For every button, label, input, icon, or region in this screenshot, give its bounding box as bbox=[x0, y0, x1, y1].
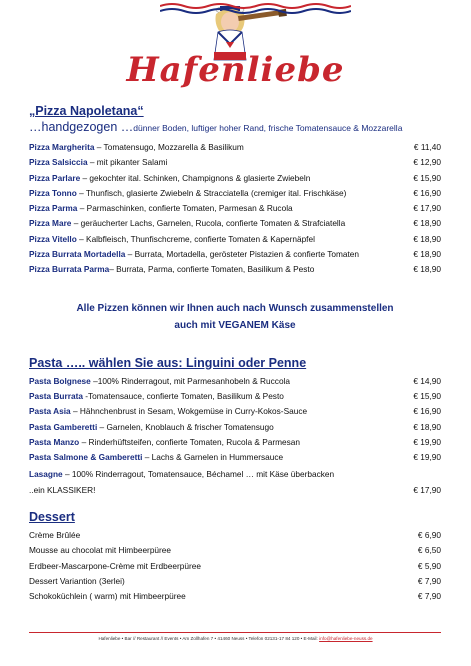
dessert-price: € 6,90 bbox=[417, 530, 441, 541]
pizza-list bbox=[29, 142, 441, 280]
pizza-price: € 18,90 bbox=[413, 233, 441, 244]
pasta-item bbox=[29, 422, 441, 437]
dessert-desc: Schokoküchlein ( warm) mit Himbeerpüree bbox=[29, 591, 186, 602]
pizza-desc: – Burrata, Mortadella, gerösteter Pistazien & confierte Tomaten bbox=[125, 249, 360, 260]
pasta-item bbox=[29, 376, 441, 391]
lasagne-price: € 17,90 bbox=[413, 484, 441, 495]
dessert-item bbox=[29, 576, 441, 591]
wave-decoration bbox=[160, 2, 351, 14]
pasta-price: € 15,90 bbox=[413, 390, 441, 401]
pasta-item bbox=[29, 391, 441, 406]
pizza-desc: – Parmaschinken, confierte Tomaten, Parmesan & Rucola bbox=[77, 203, 293, 214]
dessert-price: € 7,90 bbox=[417, 575, 441, 586]
pasta-item bbox=[29, 437, 441, 452]
pizza-section-title: „Pizza Napoletana“ bbox=[29, 104, 144, 118]
pasta-name: Pasta Bolgnese bbox=[29, 375, 91, 386]
pizza-price: € 12,90 bbox=[413, 157, 441, 168]
pasta-name: Pasta Manzo bbox=[29, 436, 80, 447]
lasagne-desc: – 100% Rinderragout, Tomatensauce, Béchamel … mit Käse überbacken bbox=[62, 469, 335, 480]
pasta-name: Pasta Gamberetti bbox=[29, 421, 98, 432]
dessert-desc: Dessert Variantion (3erlei) bbox=[29, 575, 125, 586]
custom-pizza-notice bbox=[29, 300, 441, 334]
pizza-desc: – mit pikanter Salami bbox=[87, 157, 168, 168]
pizza-desc: – geräucherter Lachs, Garnelen, Rucola, confierte Tomaten & Strafciatella bbox=[71, 218, 346, 229]
pizza-desc: – Burrata, Parma, confierte Tomaten, Basilikum & Pesto bbox=[109, 264, 315, 275]
pasta-desc: –100% Rinderragout, mit Parmesanhobeln & Ruccola bbox=[90, 375, 291, 386]
pizza-price: € 16,90 bbox=[413, 187, 441, 198]
footer bbox=[0, 636, 471, 641]
footer-email-link[interactable]: info@hafenliebe-neuss.de bbox=[319, 636, 373, 641]
pizza-item bbox=[29, 203, 441, 218]
pizza-item bbox=[29, 249, 441, 264]
pasta-name: Pasta Burrata bbox=[29, 390, 83, 401]
menu-content bbox=[29, 104, 441, 607]
lasagne-item bbox=[29, 467, 441, 498]
pizza-item bbox=[29, 157, 441, 172]
dessert-section-title: Dessert bbox=[29, 510, 75, 525]
lasagne-line-2 bbox=[29, 483, 441, 498]
dessert-price: € 7,90 bbox=[417, 591, 441, 602]
pasta-price: € 19,90 bbox=[413, 436, 441, 447]
pizza-desc: – Tomatensugo, Mozzarella & Basilikum bbox=[94, 142, 244, 152]
lasagne-name: Lasagne bbox=[29, 469, 63, 480]
pasta-price: € 16,90 bbox=[413, 406, 441, 417]
pizza-name: Pizza Parlare bbox=[29, 172, 81, 183]
pizza-price: € 17,90 bbox=[413, 203, 441, 214]
pasta-desc: – Lachs & Garnelen in Hummersauce bbox=[142, 452, 284, 463]
dessert-item bbox=[29, 591, 441, 606]
dessert-item bbox=[29, 530, 441, 545]
pizza-name: Pizza Parma bbox=[29, 203, 78, 214]
pasta-section-title: Pasta ….. wählen Sie aus: Linguini oder Penne bbox=[29, 355, 307, 370]
notice-line-2: auch mit VEGANEM Käse bbox=[174, 319, 296, 331]
dessert-desc: Erdbeer-Mascarpone-Crème mit Erdbeerpüree bbox=[29, 560, 202, 571]
lasagne-line-1 bbox=[29, 467, 441, 482]
pizza-price: € 18,90 bbox=[413, 264, 441, 275]
pizza-item bbox=[29, 218, 441, 233]
pasta-list bbox=[29, 376, 441, 498]
logo-wordmark: Hafenliebe bbox=[126, 50, 345, 90]
footer-address: Hafenliebe • Bar // Restaurant // Events • Am Zollhafen 7 • 41460 Neuss • Telefon 02131-17 84 120 • E-Mail: bbox=[98, 636, 320, 641]
dessert-desc: Mousse au chocolat mit Himbeerpüree bbox=[29, 545, 172, 556]
pizza-name: Pizza Burrata Parma bbox=[29, 264, 110, 275]
dessert-price: € 6,50 bbox=[417, 545, 441, 556]
dessert-desc: Crème Brûlée bbox=[29, 530, 81, 541]
pizza-subtitle-lead: …handgezogen … bbox=[29, 120, 134, 134]
notice-line-1: Alle Pizzen können wir Ihnen auch nach Wunsch zusammenstellen bbox=[76, 302, 394, 314]
pasta-desc: – Garnelen, Knoblauch & frischer Tomatensugo bbox=[97, 421, 274, 432]
pasta-desc: – Hähnchenbrust in Sesam, Wokgemüse in Curry-Kokos-Sauce bbox=[70, 406, 308, 417]
logo bbox=[0, 0, 471, 96]
pasta-price: € 14,90 bbox=[413, 375, 441, 386]
pizza-item bbox=[29, 173, 441, 188]
dessert-item bbox=[29, 545, 441, 560]
pizza-price: € 18,90 bbox=[413, 249, 441, 260]
pasta-price: € 18,90 bbox=[413, 421, 441, 432]
pasta-item bbox=[29, 406, 441, 421]
pizza-price: € 15,90 bbox=[413, 172, 441, 183]
dessert-list bbox=[29, 530, 441, 606]
pizza-item bbox=[29, 142, 441, 157]
pasta-desc: -Tomatensauce, confierte Tomaten, Basilikum & Pesto bbox=[82, 390, 284, 401]
pasta-name: Pasta Asia bbox=[29, 406, 71, 417]
pizza-item bbox=[29, 234, 441, 249]
pizza-desc: – Thunfisch, glasierte Zwiebeln & Stracciatella (cremiger ital. Frischkäse) bbox=[76, 187, 347, 198]
pizza-name: Pizza Margherita bbox=[29, 142, 95, 152]
pasta-desc: – Rinderhüftsteifen, confierte Tomaten, Rucola & Parmesan bbox=[79, 436, 301, 447]
pasta-name: Pasta Salmone & Gamberetti bbox=[29, 452, 143, 463]
pasta-price: € 19,90 bbox=[413, 452, 441, 463]
dessert-item bbox=[29, 561, 441, 576]
lasagne-tagline: ..ein KLASSIKER! bbox=[29, 484, 96, 495]
footer-divider bbox=[29, 632, 441, 633]
dessert-price: € 5,90 bbox=[417, 560, 441, 571]
pizza-name: Pizza Salsiccia bbox=[29, 157, 88, 168]
pizza-desc: – Kalbfleisch, Thunfischcreme, confierte Tomaten & Kapernäpfel bbox=[76, 233, 315, 244]
pizza-item bbox=[29, 264, 441, 279]
pizza-item bbox=[29, 188, 441, 203]
pizza-desc: – gekochter ital. Schinken, Champignons & glasierte Zwiebeln bbox=[80, 172, 311, 183]
pizza-name: Pizza Mare bbox=[29, 218, 72, 229]
pizza-name: Pizza Tonno bbox=[29, 187, 77, 198]
pizza-price: € 18,90 bbox=[413, 218, 441, 229]
pasta-item bbox=[29, 452, 441, 467]
pizza-subtitle bbox=[29, 120, 441, 134]
pizza-price: € 11,40 bbox=[413, 142, 441, 152]
pizza-name: Pizza Burrata Mortadella bbox=[29, 249, 126, 260]
pizza-name: Pizza Vitello bbox=[29, 233, 77, 244]
pizza-subtitle-detail: dünner Boden, luftiger hoher Rand, frische Tomatensauce & Mozzarella bbox=[133, 123, 403, 133]
